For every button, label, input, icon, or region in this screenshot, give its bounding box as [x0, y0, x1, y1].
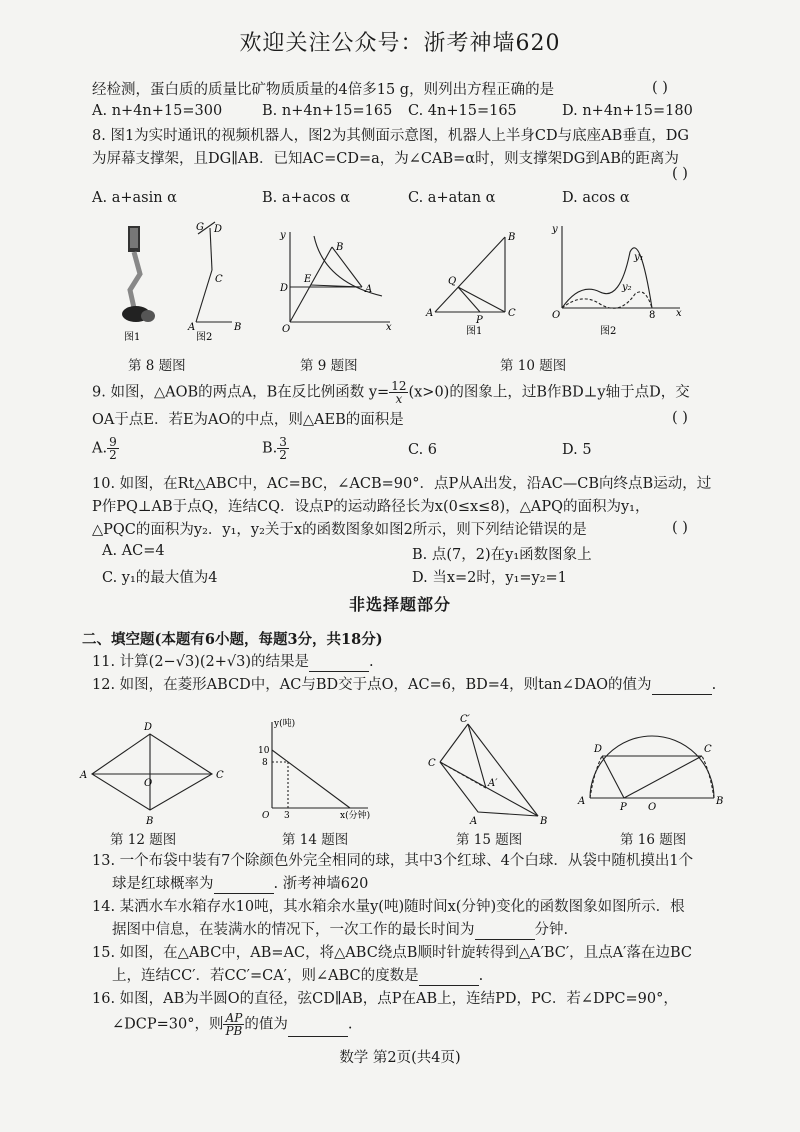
q11-answer-blank[interactable]: [309, 657, 369, 672]
q15-text: 上，连结CC′．若CC′=CA′，则∠ABC的度数是: [112, 968, 419, 984]
q16-answer-blank[interactable]: [288, 1022, 348, 1037]
fig8-diagram: [196, 222, 232, 322]
fig15-diagram: [440, 724, 538, 816]
fig10-point-c: C: [508, 308, 516, 319]
q13-line2: [112, 874, 368, 894]
fig12-point-o: O: [144, 778, 153, 789]
q12-end: .: [711, 677, 717, 693]
fig9-origin: O: [282, 324, 291, 335]
q7-line1: 经检测，蛋白质的质量比矿物质质量的4倍多15 g，则列出方程正确的是: [92, 82, 555, 98]
q11-end: .: [368, 654, 374, 670]
q7-option-d: D. n+4n+15=180: [562, 103, 693, 119]
q14-line2: [112, 920, 568, 940]
q11-text: 11. 计算(2−√3)(2+√3)的结果是: [92, 654, 309, 670]
q9-option-a-den: 2: [109, 448, 117, 462]
fig14-tick-10: 10: [258, 746, 270, 756]
q9-frac-den: x: [395, 392, 403, 406]
q9-line1-b: (x>0)的图象上，过B作BD⊥y轴于点D，交: [408, 384, 690, 401]
fig14-tick-3: 3: [284, 811, 290, 821]
q8-option-b: B. a+acos α: [262, 190, 351, 206]
fig14-graph: [272, 722, 368, 808]
fig14-tick-8: 8: [262, 758, 268, 768]
figure-row-1: [100, 212, 720, 357]
caption-q12: 第 12 题图: [110, 832, 177, 848]
q13-line1: 13. 一个布袋中装有7个除颜色外完全相同的球，其中3个红球、4个白球．从袋中随机摸出1个: [92, 853, 694, 869]
figure-row-2: [78, 712, 728, 830]
q9-frac-num: 12: [391, 379, 407, 393]
q16-frac-den: PB: [225, 1024, 243, 1038]
fig10-point-b: B: [508, 232, 516, 243]
q15-answer-blank[interactable]: [419, 971, 479, 986]
q13-text: 球是红球概率为: [112, 876, 214, 892]
fig8-label-1: 图1: [124, 332, 141, 343]
fig15-point-a-prime: A′: [488, 778, 498, 789]
q10-option-c: C. y₁的最大值为4: [102, 570, 218, 586]
q7-option-b: B. n+4n+15=165: [262, 103, 393, 119]
fig8-label-2: 图2: [196, 332, 213, 343]
q9-option-b-den: 2: [279, 448, 287, 462]
q8-option-d: D. acos α: [562, 190, 630, 206]
section-title: 非选择题部分: [348, 595, 451, 614]
q8-paren: ( ): [672, 166, 688, 182]
fig8-point-c: C: [215, 274, 223, 285]
q12-answer-blank[interactable]: [652, 680, 712, 695]
q14-text: 据图中信息，在装满水的情况下，一次工作的最长时间为: [112, 922, 475, 938]
q9-option-d: D. 5: [562, 442, 592, 458]
q16-text: ∠DCP=30°，则: [112, 1016, 224, 1033]
q10-paren: ( ): [672, 520, 688, 536]
caption-q15: 第 15 题图: [456, 832, 523, 848]
q10-line2: P作PQ⊥AB于点Q，连结CQ．设点P的运动路径长为x(0≤x≤8)，△APQ的面积为y₁，: [92, 499, 650, 515]
q10-line3: △PQC的面积为y₂．y₁，y₂关于x的函数图象如图2所示，则下列结论错误的是: [92, 522, 587, 538]
caption-q8: 第 8 题图: [128, 358, 186, 374]
q13-end: . 浙考神墙620: [273, 876, 369, 892]
fig8-point-b: B: [234, 322, 242, 333]
q12-line: [92, 675, 716, 695]
q14-end: 分钟.: [534, 922, 569, 938]
q15-end: .: [478, 968, 484, 984]
q9-option-a-fraction: [107, 436, 119, 461]
q7-option-a: A. n+4n+15=300: [92, 103, 223, 119]
q16-line1: 16. 如图，AB为半圆O的直径，弦CD∥AB，点P在AB上，连结PD，PC．若∠DPC=90°，: [92, 991, 678, 1007]
fig16-point-b: B: [716, 796, 724, 807]
fig16-point-o: O: [648, 802, 657, 813]
fig8-point-g: G: [196, 222, 204, 233]
fig10-origin: O: [552, 310, 561, 321]
q15-line2: [112, 966, 483, 986]
robot-photo: [122, 226, 155, 322]
fig9-point-b: B: [336, 242, 344, 253]
q16-fraction: [223, 1012, 244, 1037]
fig10-tick-8: 8: [649, 310, 656, 321]
fig10-point-a: A: [426, 308, 434, 319]
q9-paren: ( ): [672, 410, 688, 426]
q8-option-c: C. a+atan α: [408, 190, 496, 206]
fig9-axis-y: y: [280, 230, 286, 241]
caption-q10: 第 10 题图: [500, 358, 567, 374]
fig9-axis-x: x: [386, 322, 392, 333]
q11-line: [92, 652, 374, 672]
q16-end: .: [347, 1016, 353, 1033]
fig12-point-d: D: [144, 722, 153, 733]
fig14-axis-x: x(分钟): [340, 811, 371, 821]
q9-option-b: [262, 436, 289, 461]
fig16-point-a: A: [578, 796, 586, 807]
fig10-axis-y: y: [552, 224, 558, 235]
q9-line1-a: 9. 如图，△AOB的两点A，B在反比例函数 y=: [92, 384, 390, 401]
fig15-point-b: B: [540, 816, 548, 827]
fig9-point-d: D: [280, 283, 289, 294]
fill-blank-title: 二、填空题(本题有6小题，每题3分，共18分): [82, 631, 383, 648]
fig16-point-d: D: [594, 744, 603, 755]
fig10-curve-y1: y₁: [634, 252, 644, 263]
fig16-diagram: [590, 736, 714, 798]
fig8-point-d: D: [214, 224, 223, 235]
q9-option-a-num: 9: [109, 435, 117, 449]
fig15-point-a: A: [470, 816, 478, 827]
q9-option-c: C. 6: [408, 442, 438, 458]
q8-line1: 8. 图1为实时通讯的视频机器人，图2为其侧面示意图，机器人上半身CD与底座AB垂直，DG: [92, 128, 689, 144]
q9-fraction: [389, 380, 408, 405]
q16-text-mid: 的值为: [244, 1016, 288, 1033]
q7-option-c: C. 4n+15=165: [408, 103, 517, 119]
fig12-point-c: C: [216, 770, 224, 781]
q16-line2: [112, 1012, 353, 1037]
q10-option-a: A. AC=4: [102, 543, 165, 559]
q16-frac-num: AP: [223, 1012, 244, 1025]
q15-line1: 15. 如图，在△ABC中，AB=AC，将△ABC绕点B顺时针旋转得到△A′BC′，且点A′落在边BC: [92, 945, 692, 961]
fig10-point-p: P: [476, 315, 483, 326]
q9-line1: [92, 380, 690, 405]
q10-line1: 10. 如图，在Rt△ABC中，AC=BC，∠ACB=90°．点P从A出发，沿AC—CB向终点B运动，过: [92, 476, 712, 492]
fig10-curve-y2: y₂: [622, 282, 632, 293]
caption-q9: 第 9 题图: [300, 358, 358, 374]
q9-option-b-prefix: B.: [262, 440, 278, 457]
fig8-point-a: A: [188, 322, 196, 333]
caption-q16: 第 16 题图: [620, 832, 687, 848]
q9-option-a-prefix: A.: [92, 440, 108, 457]
caption-q14: 第 14 题图: [282, 832, 349, 848]
page-footer: 数学 第2页(共4页): [339, 1050, 461, 1066]
fig10-triangle: [435, 237, 505, 312]
fig10-point-q: Q: [448, 276, 457, 287]
q12-text: 12. 如图，在菱形ABCD中，AC与BD交于点O，AC=6，BD=4，则tan∠DAO的值为: [92, 677, 652, 693]
fig12-point-b: B: [146, 816, 154, 827]
q13-answer-blank[interactable]: [214, 879, 274, 894]
fig10-label-2: 图2: [600, 326, 617, 337]
q8-option-a: A. a+asin α: [92, 190, 177, 206]
q14-answer-blank[interactable]: [475, 925, 535, 940]
fig10-label-1: 图1: [466, 326, 483, 337]
q9-option-a: [92, 436, 119, 461]
q10-option-b: B. 点(7，2)在y₁函数图象上: [412, 547, 592, 563]
fig9-point-a: A: [365, 284, 373, 295]
fig12-rhombus: [92, 734, 212, 810]
fig10-axis-x: x: [676, 308, 682, 319]
fig14-origin: O: [262, 811, 270, 821]
page-header: 欢迎关注公众号：浙考神墙620: [239, 31, 561, 56]
q9-option-b-fraction: [277, 436, 289, 461]
fig15-point-c: C: [428, 758, 436, 769]
q10-option-d: D. 当x=2时，y₁=y₂=1: [412, 570, 567, 586]
fig9-point-e: E: [304, 274, 312, 285]
q8-line2: 为屏幕支撑架，且DG∥AB．已知AC=CD=a，为∠CAB=α时，则支撑架DG到AB的距离为: [92, 151, 679, 167]
q14-line1: 14. 某洒水车水箱存水10吨，其水箱余水量y(吨)随时间x(分钟)变化的函数图象如图所示．根: [92, 899, 685, 915]
fig12-point-a: A: [80, 770, 88, 781]
fig10-graph: [562, 226, 680, 308]
fig14-axis-y: y(吨): [274, 719, 296, 729]
fig16-point-c: C: [704, 744, 712, 755]
fig16-point-p: P: [620, 802, 627, 813]
q9-option-b-num: 3: [279, 435, 287, 449]
q9-line2: OA于点E．若E为AO的中点，则△AEB的面积是: [92, 412, 404, 428]
q7-paren: ( ): [652, 80, 668, 96]
fig15-point-c-prime: C′: [460, 714, 470, 725]
